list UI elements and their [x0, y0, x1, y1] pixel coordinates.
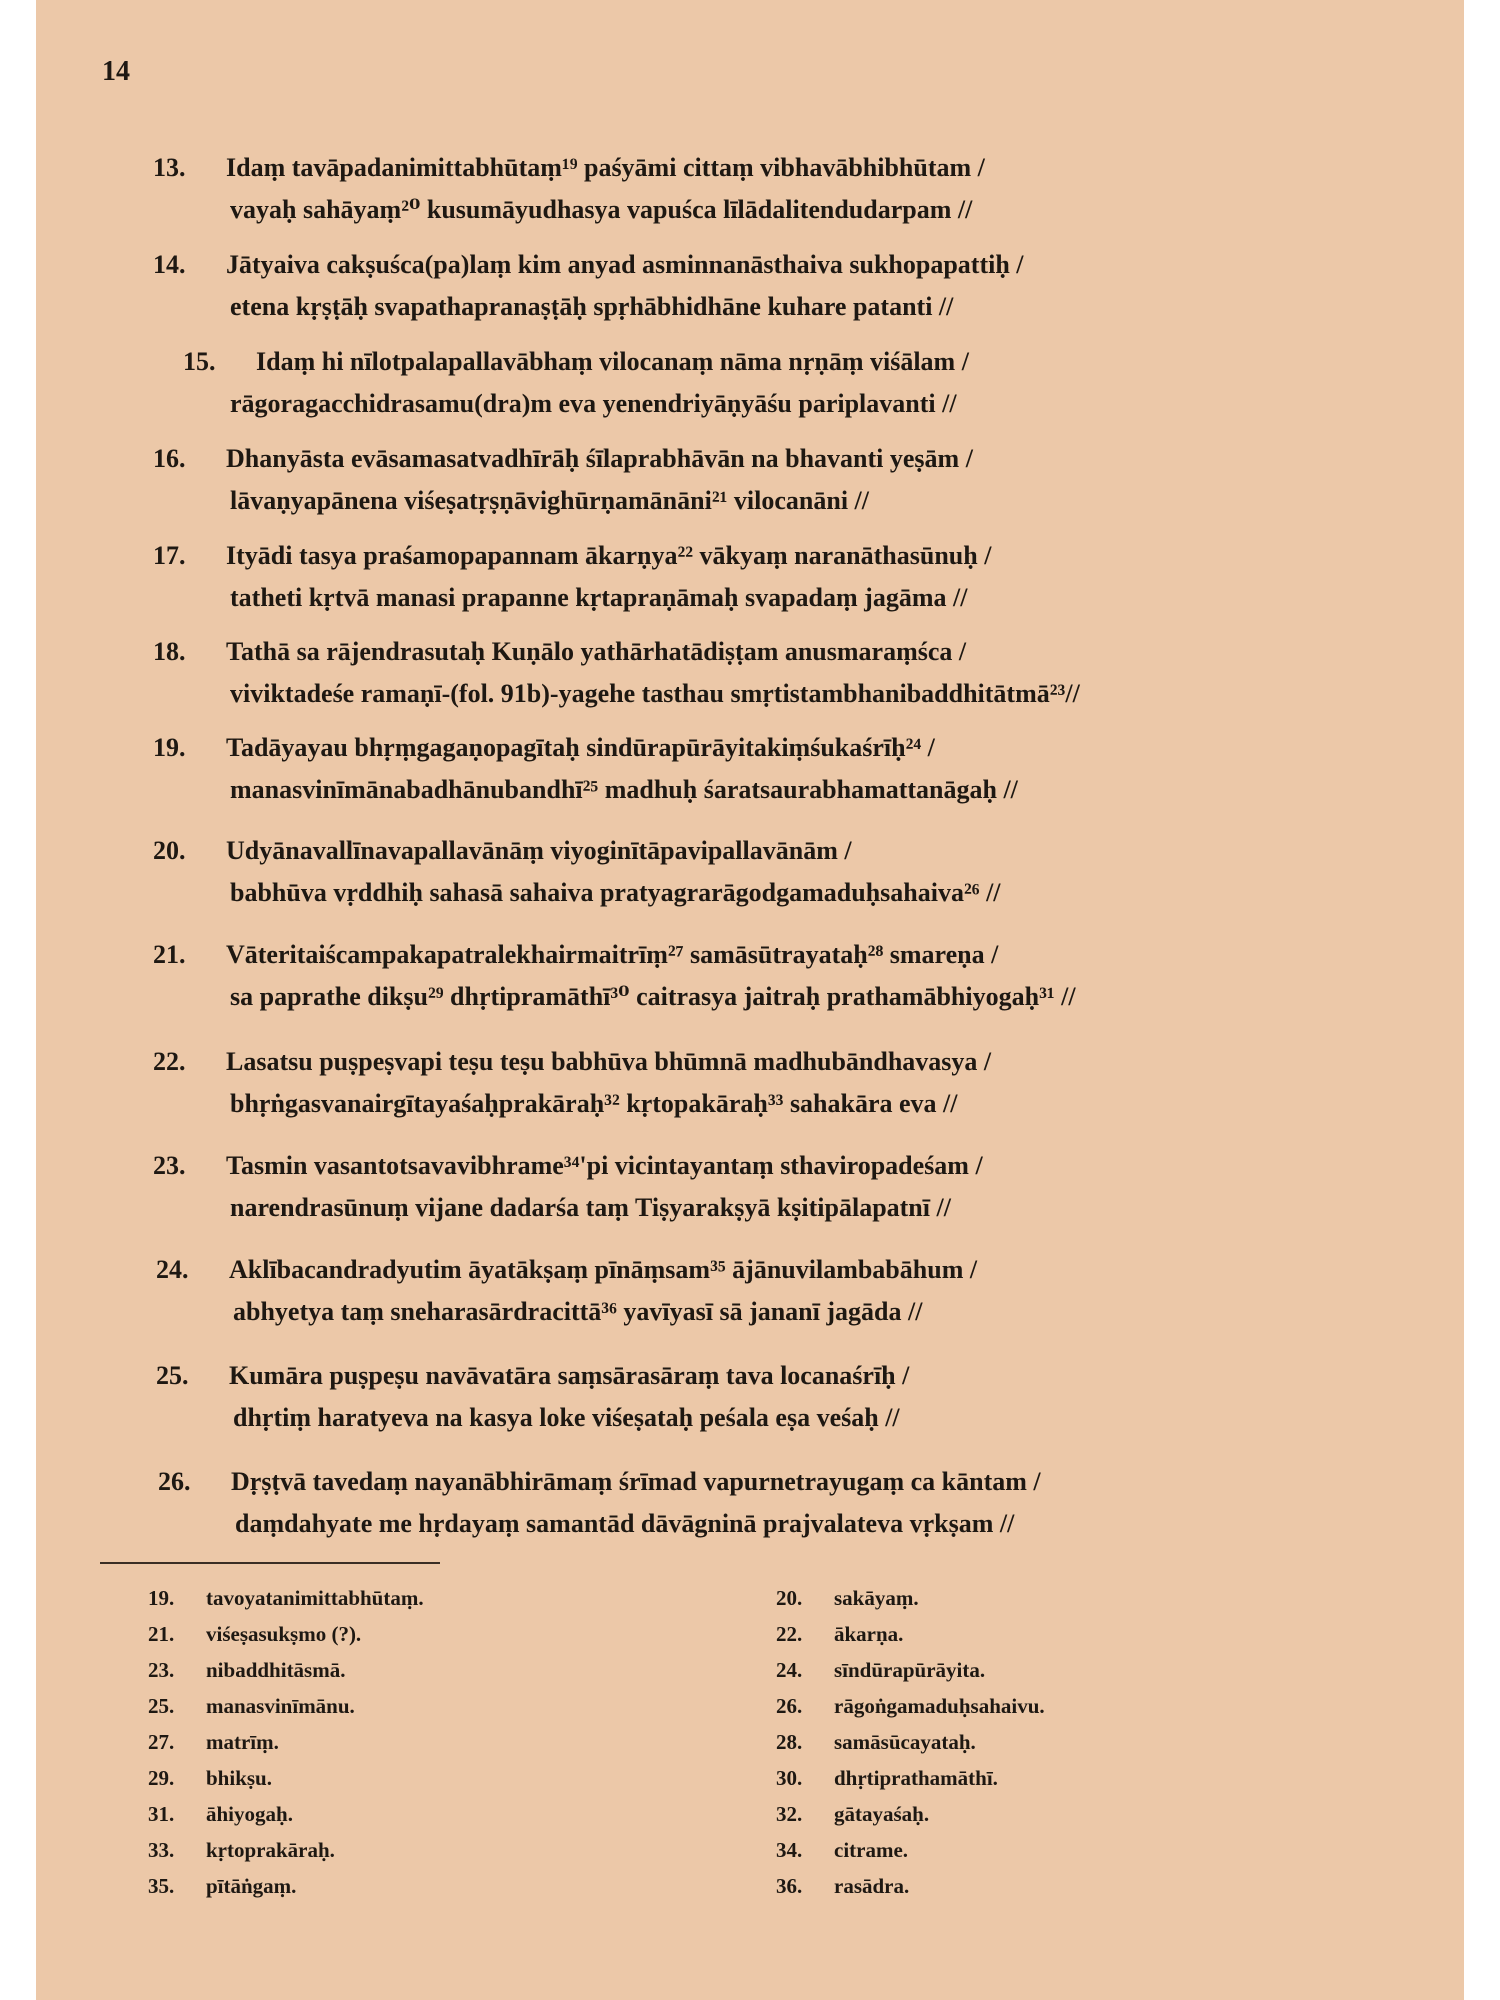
- verse-number: 23.: [153, 1151, 186, 1180]
- verse-number: 21.: [153, 940, 186, 969]
- footnote-number: 35.: [148, 1874, 175, 1898]
- footnote-text: viśeṣasukṣmo (?).: [206, 1622, 362, 1646]
- footnote-text: matrīṃ.: [206, 1730, 279, 1754]
- verse-line: Tathā sa rājendrasutaḥ Kuṇālo yathārhatādiṣṭam anusmaraṃśca /: [226, 637, 967, 666]
- footnote-number: 27.: [148, 1730, 175, 1754]
- verse-line: Dhanyāsta evāsamasatvadhīrāḥ śīlaprabhāvān na bhavanti yeṣām /: [226, 444, 973, 473]
- footnote-number: 32.: [776, 1802, 803, 1826]
- verse-number: 25.: [156, 1361, 189, 1390]
- footnote: [148, 1688, 355, 1724]
- verse-line: Tadāyayau bhṛṃgagaṇopagītaḥ sindūrapūrāyitakiṃśukaśrīḥ²⁴ /: [226, 733, 935, 762]
- footnote: [148, 1580, 424, 1616]
- footnote-text: samāsūcayataḥ.: [834, 1730, 976, 1754]
- footnote-text: rāgoṅgamaduḥsahaivu.: [834, 1694, 1045, 1718]
- footnote: [148, 1616, 361, 1652]
- footnote-number: 30.: [776, 1766, 803, 1790]
- verse-line: etena kṛṣṭāḥ svapathapranaṣṭāḥ spṛhābhidhāne kuhare patanti //: [230, 292, 954, 321]
- footnote: [776, 1796, 929, 1832]
- verse-number: 14.: [153, 250, 186, 279]
- verse-number: 18.: [153, 637, 186, 666]
- footnote: [776, 1580, 919, 1616]
- footnote-number: 26.: [776, 1694, 803, 1718]
- verse-line: Vāteritaiścampakapatralekhairmaitrīṃ²⁷ samāsūtrayataḥ²⁸ smareṇa /: [226, 940, 999, 969]
- footnote-text: gātayaśaḥ.: [834, 1802, 930, 1826]
- verse-number: 22.: [153, 1047, 186, 1076]
- verse-line: Idaṃ hi nīlotpalapallavābhaṃ vilocanaṃ nāma nṛṇāṃ viśālam /: [256, 347, 969, 376]
- verse-line: dhṛtiṃ haratyeva na kasya loke viśeṣataḥ peśala eṣa veśaḥ //: [233, 1403, 900, 1432]
- verse-line: Udyānavallīnavapallavānāṃ viyoginītāpavipallavānām /: [226, 836, 852, 865]
- verse-line: Idaṃ tavāpadanimittabhūtaṃ¹⁹ paśyāmi cittaṃ vibhavābhibhūtam /: [226, 153, 985, 182]
- footnote-text: manasvinīmānu.: [206, 1694, 355, 1718]
- book-page: [36, 0, 1464, 2000]
- footnote-text: ākarṇa.: [834, 1622, 904, 1646]
- footnote-number: 34.: [776, 1838, 803, 1862]
- verse-line: Jātyaiva cakṣuśca(pa)laṃ kim anyad asminnanāsthaiva sukhopapattiḥ /: [226, 250, 1024, 279]
- verse-line: daṃdahyate me hṛdayaṃ samantād dāvāgninā prajvalateva vṛkṣam //: [235, 1509, 1015, 1538]
- footnote-number: 33.: [148, 1838, 175, 1862]
- footnote-text: citrame.: [834, 1838, 909, 1862]
- footnote-text: sīndūrapūrāyita.: [834, 1658, 986, 1682]
- footnote: [148, 1868, 296, 1904]
- footnote-number: 19.: [148, 1586, 175, 1610]
- verse-line: lāvaṇyapānena viśeṣatṛṣṇāvighūrṇamānāni²¹ vilocanāni //: [230, 486, 869, 515]
- verse-line: abhyetya taṃ sneharasārdracittā³⁶ yavīyasī sā jananī jagāda //: [233, 1297, 923, 1326]
- footnote-text: pītāṅgaṃ.: [206, 1874, 297, 1898]
- footnote: [148, 1724, 279, 1760]
- footnote: [148, 1652, 345, 1688]
- verse-number: 19.: [153, 733, 186, 762]
- footnote: [776, 1616, 903, 1652]
- verse-line: vayaḥ sahāyaṃ²⁰ kusumāyudhasya vapuśca līlādalitendudarpam //: [230, 195, 973, 224]
- verse-line: Dṛṣṭvā tavedaṃ nayanābhirāmaṃ śrīmad vapurnetrayugaṃ ca kāntam /: [231, 1467, 1041, 1496]
- footnote-number: 29.: [148, 1766, 175, 1790]
- footnote-number: 21.: [148, 1622, 175, 1646]
- verse-number: 16.: [153, 444, 186, 473]
- footnote-text: kṛtoprakāraḥ.: [206, 1838, 335, 1862]
- footnote-text: dhṛtiprathamāthī.: [834, 1766, 998, 1790]
- verse-line: babhūva vṛddhiḥ sahasā sahaiva pratyagrarāgodgamaduḥsahaiva²⁶ //: [230, 878, 1001, 907]
- verse-number: 24.: [156, 1255, 189, 1284]
- verse-line: Kumāra puṣpeṣu navāvatāra saṃsārasāraṃ tava locanaśrīḥ /: [229, 1361, 910, 1390]
- verse-line: Lasatsu puṣpeṣvapi teṣu teṣu babhūva bhūmnā madhubāndhavasya /: [226, 1047, 992, 1076]
- footnote: [776, 1652, 985, 1688]
- verse-number: 15.: [183, 347, 216, 376]
- footnote-text: nibaddhitāsmā.: [206, 1658, 346, 1682]
- verse-line: viviktadeśe ramaṇī-(fol. 91b)-yagehe tasthau smṛtistambhanibaddhitātmā²³//: [230, 679, 1080, 708]
- footnote-number: 31.: [148, 1802, 175, 1826]
- verse-number: 17.: [153, 541, 186, 570]
- footnote-text: sakāyaṃ.: [834, 1586, 919, 1610]
- footnote-text: bhikṣu.: [206, 1766, 272, 1790]
- footnote-number: 22.: [776, 1622, 803, 1646]
- footnote-text: āhiyogaḥ.: [206, 1802, 293, 1826]
- footnote-number: 36.: [776, 1874, 803, 1898]
- footnote-number: 24.: [776, 1658, 803, 1682]
- verse-line: Aklībacandradyutim āyatākṣaṃ pīnāṃsam³⁵ ājānuvilambabāhum /: [229, 1255, 978, 1284]
- verse-line: rāgoragacchidrasamu(dra)m eva yenendriyāṇyāśu pariplavanti //: [230, 389, 957, 418]
- page-number: 14: [102, 56, 130, 87]
- footnote-number: 23.: [148, 1658, 175, 1682]
- footnote-number: 28.: [776, 1730, 803, 1754]
- verse-number: 20.: [153, 836, 186, 865]
- footnote-divider: [100, 1562, 440, 1564]
- footnote: [148, 1796, 293, 1832]
- footnote-text: rasādra.: [834, 1874, 910, 1898]
- footnote: [148, 1832, 335, 1868]
- verse-line: Tasmin vasantotsavavibhrame³⁴'pi vicintayantaṃ sthaviropadeśam /: [226, 1151, 983, 1180]
- footnote: [776, 1724, 976, 1760]
- verse-line: Ityādi tasya praśamopapannam ākarṇya²² vākyaṃ naranāthasūnuḥ /: [226, 541, 992, 570]
- verse-line: manasvinīmānabadhānubandhī²⁵ madhuḥ śaratsaurabhamattanāgaḥ //: [230, 775, 1018, 804]
- footnote: [148, 1760, 272, 1796]
- verse-line: tatheti kṛtvā manasi prapanne kṛtapraṇāmaḥ svapadaṃ jagāma //: [230, 583, 968, 612]
- footnote-text: tavoyatanimittabhūtaṃ.: [206, 1586, 424, 1610]
- verse-number: 13.: [153, 153, 186, 182]
- verse-number: 26.: [158, 1467, 191, 1496]
- footnote-number: 25.: [148, 1694, 175, 1718]
- verse-line: sa paprathe dikṣu²⁹ dhṛtipramāthī³⁰ caitrasya jaitraḥ prathamābhiyogaḥ³¹ //: [230, 982, 1076, 1011]
- footnote: [776, 1832, 908, 1868]
- verse-line: narendrasūnuṃ vijane dadarśa taṃ Tiṣyarakṣyā kṣitipālapatnī //: [230, 1193, 951, 1222]
- footnote: [776, 1760, 998, 1796]
- footnote: [776, 1868, 909, 1904]
- footnote: [776, 1688, 1045, 1724]
- footnote-number: 20.: [776, 1586, 803, 1610]
- verse-line: bhṛṅgasvanairgītayaśaḥprakāraḥ³² kṛtopakāraḥ³³ sahakāra eva //: [230, 1089, 958, 1118]
